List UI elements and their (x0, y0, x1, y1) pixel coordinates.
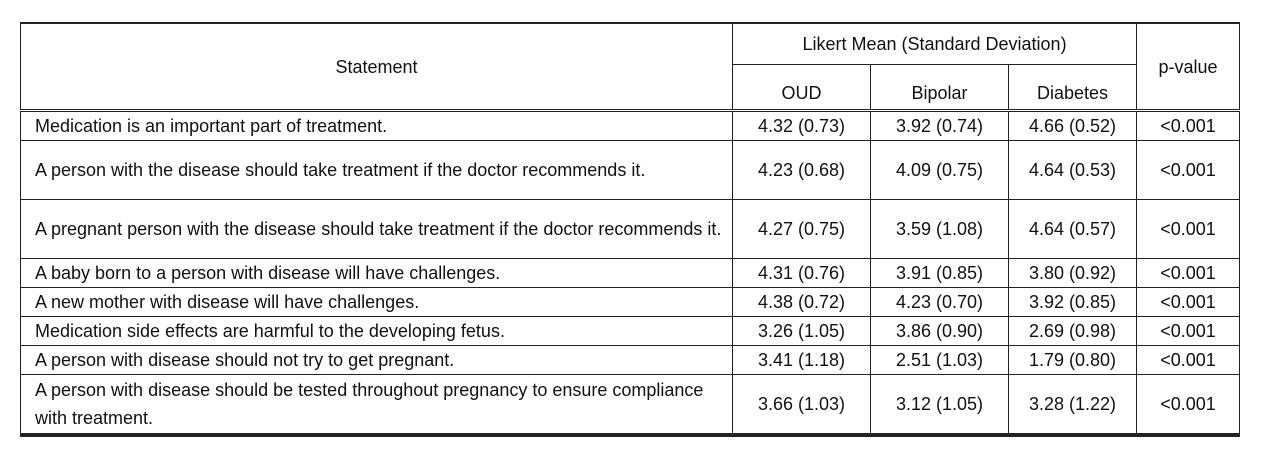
pvalue-cell: <0.001 (1137, 200, 1240, 259)
pvalue-cell: <0.001 (1137, 375, 1240, 436)
statement-cell: A new mother with disease will have challenges. (21, 288, 733, 317)
header-bipolar: Bipolar (871, 65, 1009, 111)
diabetes-cell: 4.64 (0.53) (1009, 141, 1137, 200)
bipolar-cell: 3.91 (0.85) (871, 259, 1009, 288)
bipolar-cell: 2.51 (1.03) (871, 346, 1009, 375)
likert-table (20, 22, 1240, 437)
pvalue-cell: <0.001 (1137, 317, 1240, 346)
oud-cell: 3.66 (1.03) (733, 375, 871, 436)
pvalue-cell: <0.001 (1137, 346, 1240, 375)
oud-cell: 3.26 (1.05) (733, 317, 871, 346)
diabetes-cell: 4.64 (0.57) (1009, 200, 1137, 259)
header-pvalue: p-value (1137, 23, 1240, 111)
oud-cell: 4.27 (0.75) (733, 200, 871, 259)
pvalue-cell: <0.001 (1137, 141, 1240, 200)
oud-cell: 4.31 (0.76) (733, 259, 871, 288)
oud-cell: 4.38 (0.72) (733, 288, 871, 317)
table-row (21, 200, 1240, 259)
table-row (21, 141, 1240, 200)
header-statement: Statement (21, 23, 733, 111)
pvalue-cell: <0.001 (1137, 111, 1240, 141)
oud-cell: 3.41 (1.18) (733, 346, 871, 375)
table-body (21, 111, 1240, 436)
pvalue-cell: <0.001 (1137, 259, 1240, 288)
header-oud: OUD (733, 65, 871, 111)
bipolar-cell: 3.86 (0.90) (871, 317, 1009, 346)
statement-cell: A baby born to a person with disease will have challenges. (21, 259, 733, 288)
bipolar-cell: 3.59 (1.08) (871, 200, 1009, 259)
statement-cell: A pregnant person with the disease should take treatment if the doctor recommends it. (21, 200, 733, 259)
diabetes-cell: 3.92 (0.85) (1009, 288, 1137, 317)
table-row (21, 375, 1240, 436)
statement-cell: Medication side effects are harmful to the developing fetus. (21, 317, 733, 346)
diabetes-cell: 3.28 (1.22) (1009, 375, 1137, 436)
pvalue-cell: <0.001 (1137, 288, 1240, 317)
statement-cell: A person with the disease should take treatment if the doctor recommends it. (21, 141, 733, 200)
header-likert-group: Likert Mean (Standard Deviation) (733, 23, 1137, 65)
statement-cell: A person with disease should be tested throughout pregnancy to ensure compliance with treatment. (21, 375, 733, 436)
statement-cell: A person with disease should not try to get pregnant. (21, 346, 733, 375)
table-row (21, 259, 1240, 288)
statement-cell: Medication is an important part of treatment. (21, 111, 733, 141)
bipolar-cell: 3.12 (1.05) (871, 375, 1009, 436)
table-row (21, 111, 1240, 141)
diabetes-cell: 2.69 (0.98) (1009, 317, 1137, 346)
oud-cell: 4.32 (0.73) (733, 111, 871, 141)
oud-cell: 4.23 (0.68) (733, 141, 871, 200)
header-diabetes: Diabetes (1009, 65, 1137, 111)
diabetes-cell: 3.80 (0.92) (1009, 259, 1137, 288)
bipolar-cell: 4.23 (0.70) (871, 288, 1009, 317)
table-row (21, 317, 1240, 346)
bipolar-cell: 4.09 (0.75) (871, 141, 1009, 200)
diabetes-cell: 1.79 (0.80) (1009, 346, 1137, 375)
bipolar-cell: 3.92 (0.74) (871, 111, 1009, 141)
diabetes-cell: 4.66 (0.52) (1009, 111, 1137, 141)
table-header (21, 23, 1240, 111)
table-row (21, 288, 1240, 317)
table-row (21, 346, 1240, 375)
